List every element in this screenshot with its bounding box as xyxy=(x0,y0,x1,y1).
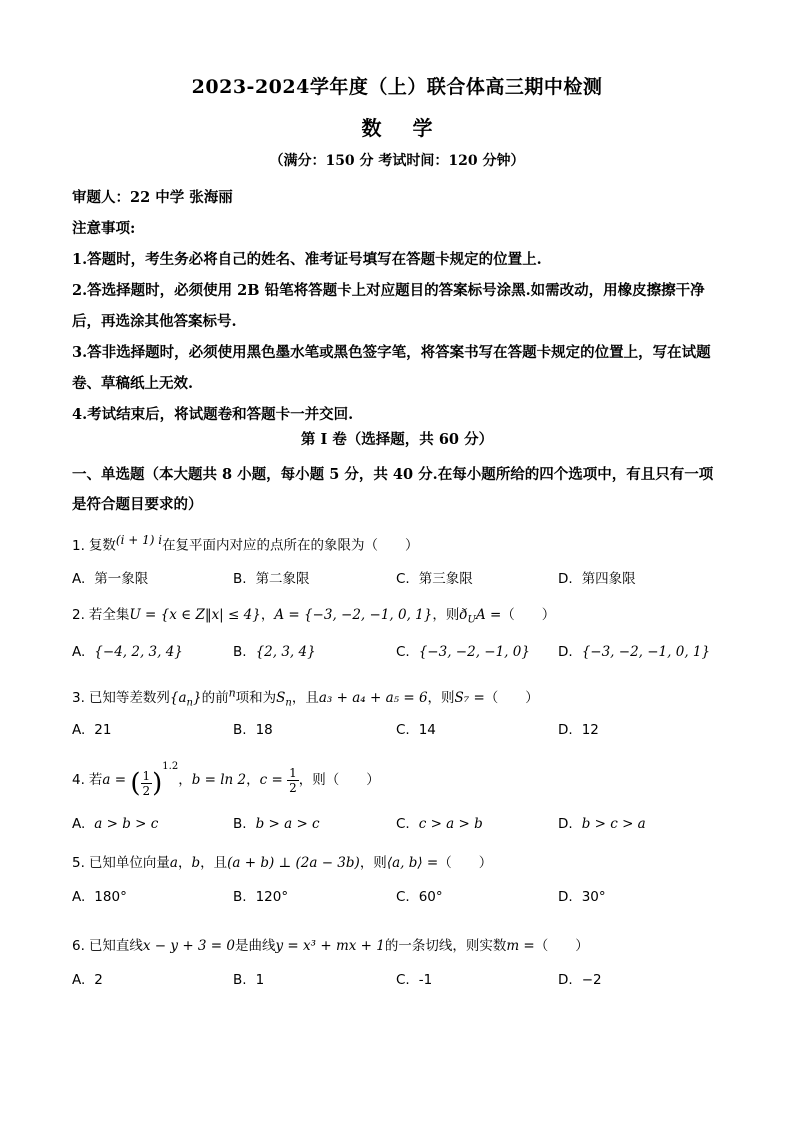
math-expression: (i + 1) i xyxy=(115,533,163,547)
question-text: ，则 xyxy=(359,855,387,871)
options-6 xyxy=(72,972,732,992)
option-a[interactable]: A. 21 xyxy=(72,722,112,738)
option-d[interactable]: D. 第四象限 xyxy=(558,571,636,587)
math-expression: c = xyxy=(259,772,283,788)
math-subscript: n xyxy=(186,697,193,709)
option-a[interactable]: A. 第一象限 xyxy=(72,571,149,587)
option-b[interactable]: B. 18 xyxy=(233,722,273,738)
question-text: ，且 xyxy=(291,690,319,706)
option-c[interactable]: C. 14 xyxy=(396,722,436,738)
question-text: 已知单位向量 xyxy=(88,855,170,871)
note-item: 1.答题时，考生务必将自己的姓名、准考证号填写在答题卡规定的位置上. xyxy=(72,251,542,268)
math-expression: S₇ = xyxy=(454,690,485,706)
option-c[interactable]: C. 第三象限 xyxy=(396,571,473,587)
math-expression: a = xyxy=(102,772,127,788)
option-a[interactable]: A. 180° xyxy=(72,889,127,905)
option-b[interactable]: B. {2, 3, 4} xyxy=(233,644,316,660)
math-expression: {a xyxy=(169,690,187,706)
math-expression: b = ln 2 xyxy=(191,772,247,788)
math-expression: ⟨a, b⟩ = xyxy=(386,855,439,871)
option-b[interactable]: B. 第二象限 xyxy=(233,571,310,587)
question-5 xyxy=(72,851,732,871)
options-4 xyxy=(72,816,732,836)
part-title: 一、单选题（本大题共 8 小题，每小题 5 分，共 40 分.在每小题所给的四个选项中，有且只有一项是符合题目要求的） xyxy=(72,466,714,513)
question-4 xyxy=(72,760,732,800)
question-2 xyxy=(72,603,732,626)
question-number: 2. xyxy=(72,607,85,623)
math-expression: A = {−3, −2, −1, 0, 1} xyxy=(274,607,433,623)
math-expression: (a + b) ⊥ (2a − 3b) xyxy=(227,855,360,871)
math-expression: } xyxy=(192,690,202,706)
question-1 xyxy=(72,533,732,554)
note-item: 2.答选择题时，必须使用 2B 铅笔将答题卡上对应题目的答案标号涂黑.如需改动，用橡皮擦擦干净后，再选涂其他答案标号. xyxy=(72,282,705,330)
option-c[interactable]: C. -1 xyxy=(396,972,433,988)
option-c[interactable]: C. c > a > b xyxy=(396,816,483,832)
question-text: 的前 xyxy=(201,690,229,706)
question-number: 6. xyxy=(72,938,85,954)
question-text: ，则（ ） xyxy=(298,772,380,788)
vector-b: b xyxy=(191,855,201,871)
section-title: 第 I 卷（选择题，共 60 分） xyxy=(300,431,494,448)
question-text: ，则 xyxy=(427,690,455,706)
question-6 xyxy=(72,934,732,954)
option-b[interactable]: B. 1 xyxy=(233,972,265,988)
reviewer-line: 审题人：22 中学 张海丽 xyxy=(72,189,233,206)
option-c[interactable]: C. 60° xyxy=(396,889,443,905)
question-text: 在复平面内对应的点所在的象限为（ ） xyxy=(162,537,419,554)
question-number: 5. xyxy=(72,855,85,871)
option-b[interactable]: B. 120° xyxy=(233,889,289,905)
question-text: 已知等差数列 xyxy=(88,690,170,706)
options-5 xyxy=(72,889,732,909)
question-text: 是曲线 xyxy=(235,938,276,954)
complement-symbol: ð xyxy=(459,607,468,623)
math-expression: U = {x ∈ Z‖x| ≤ 4} xyxy=(129,607,261,623)
option-d[interactable]: D. 12 xyxy=(558,722,599,738)
question-text: （ ） xyxy=(534,938,589,954)
question-text: （ ） xyxy=(438,855,493,871)
notes-heading: 注意事项: xyxy=(72,220,136,237)
question-number: 1. xyxy=(72,537,85,554)
note-item: 3.答非选择题时，必须使用黑色墨水笔或黑色签字笔，将答案书写在答题卡规定的位置上，写在试题卷、草稿纸上无效. xyxy=(72,344,711,392)
question-text: ， xyxy=(246,772,260,788)
question-text: 复数 xyxy=(88,537,116,554)
fraction: $\frac{1}{2}$ xyxy=(289,765,297,795)
question-text: ， xyxy=(178,772,192,788)
question-text: 的一条切线，则实数 xyxy=(384,938,507,954)
options-3 xyxy=(72,722,732,742)
math-expression: A xyxy=(475,607,486,623)
math-expression: S xyxy=(276,690,286,706)
question-text: ， xyxy=(260,607,275,623)
math-expression: a₃ + a₄ + a₅ = 6 xyxy=(318,690,428,706)
math-expression: m = xyxy=(506,938,535,954)
question-text: ，则 xyxy=(432,607,460,623)
vector-a: a xyxy=(169,855,178,871)
option-c[interactable]: C. {−3, −2, −1, 0} xyxy=(396,644,530,660)
math-subscript: U xyxy=(467,614,476,626)
fraction-power: ( $\frac{1}{2}$ )$^{1.2}$ xyxy=(130,761,179,799)
question-text: =（ ） xyxy=(485,607,556,623)
option-d[interactable]: D. −2 xyxy=(558,972,602,988)
question-text: 已知直线 xyxy=(88,938,143,954)
question-number: 3. xyxy=(72,690,85,706)
question-number: 4. xyxy=(72,772,85,788)
options-2 xyxy=(72,644,732,664)
question-text: ， xyxy=(177,855,192,871)
note-item: 4.考试结束后，将试题卷和答题卡一并交回. xyxy=(72,406,354,423)
question-3 xyxy=(72,686,732,709)
question-text: 若全集 xyxy=(88,607,130,623)
question-text: ，且 xyxy=(200,855,228,871)
math-expression: y = x³ + mx + 1 xyxy=(275,938,385,954)
option-d[interactable]: D. b > c > a xyxy=(558,816,646,832)
option-a[interactable]: A. {−4, 2, 3, 4} xyxy=(72,644,183,660)
option-d[interactable]: D. {−3, −2, −1, 0, 1} xyxy=(558,644,711,660)
math-expression: n xyxy=(228,686,236,700)
question-text: （ ） xyxy=(484,690,539,706)
question-text: 若 xyxy=(88,772,103,788)
math-subscript: n xyxy=(285,697,292,709)
option-a[interactable]: A. 2 xyxy=(72,972,103,988)
option-b[interactable]: B. b > a > c xyxy=(233,816,320,832)
exam-title: 2023-2024学年度（上）联合体高三期中检测 xyxy=(191,76,603,98)
question-text: 项和为 xyxy=(235,690,277,706)
exam-info: （满分：150 分 考试时间：120 分钟） xyxy=(269,153,525,169)
options-1 xyxy=(72,567,732,587)
math-expression: x − y + 3 = 0 xyxy=(142,938,235,954)
notes-block xyxy=(72,182,722,430)
subject-title: 数 学 xyxy=(361,116,445,140)
option-a[interactable]: A. a > b > c xyxy=(72,816,159,832)
option-d[interactable]: D. 30° xyxy=(558,889,606,905)
